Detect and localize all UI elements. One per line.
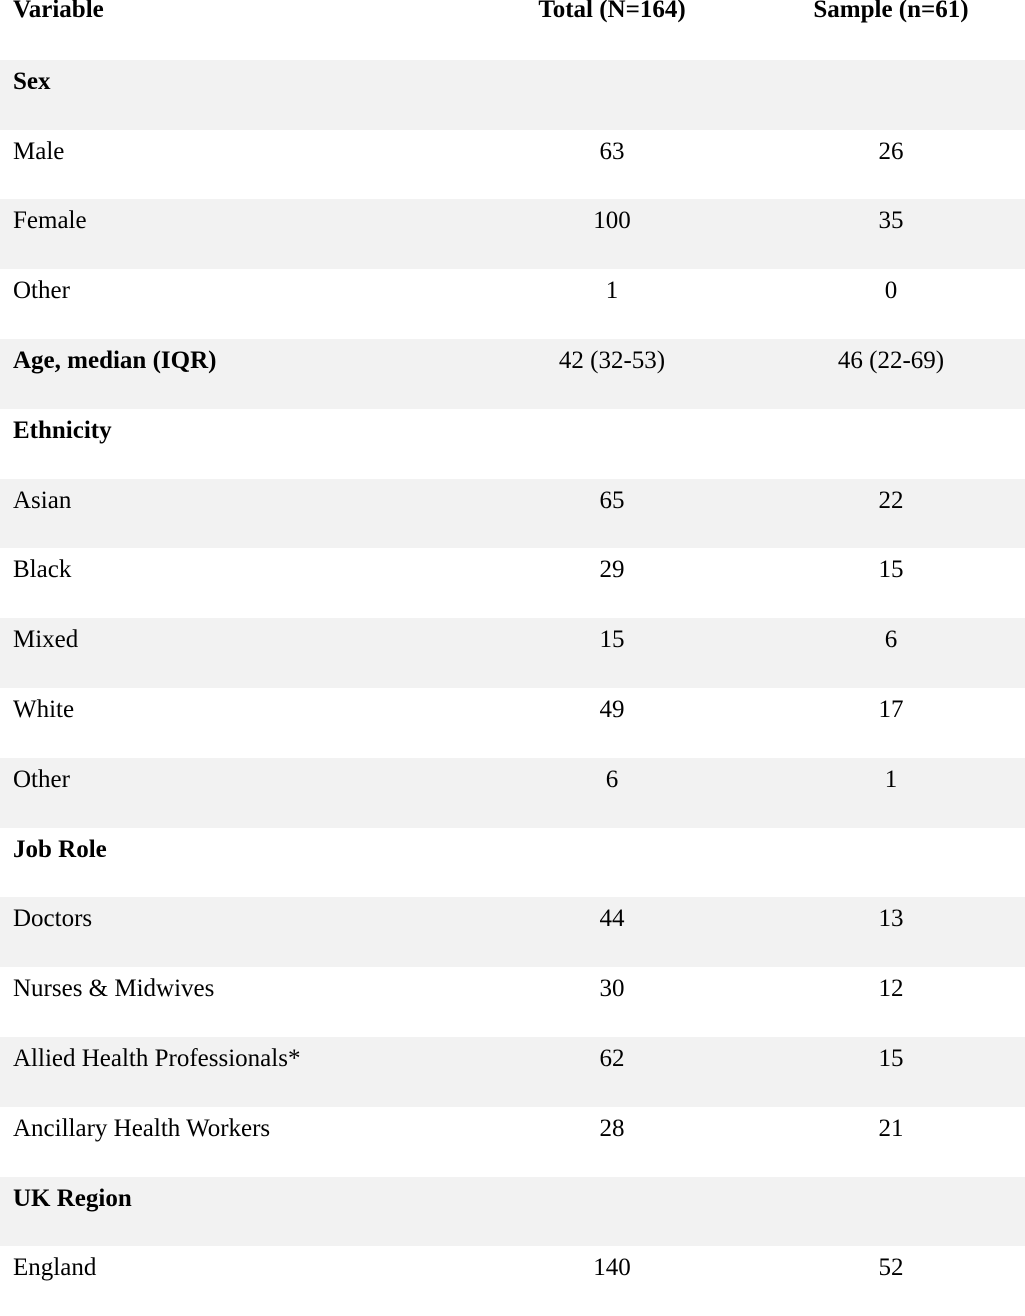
row-sample-value: 15: [878, 1044, 904, 1072]
table-row: [0, 339, 1025, 409]
table-row: [0, 479, 1025, 549]
table-row: [0, 758, 1025, 828]
row-label: England: [13, 1254, 97, 1282]
table-row: [0, 897, 1025, 967]
row-sample-value: 12: [878, 975, 904, 1003]
table-row: [0, 548, 1025, 618]
row-label: Black: [13, 556, 72, 584]
table-row: [0, 618, 1025, 688]
row-label: Doctors: [13, 905, 93, 933]
row-total-value: 28: [599, 1114, 625, 1142]
row-total-value: 49: [599, 695, 625, 723]
row-total-value: 6: [605, 765, 619, 793]
row-label: Allied Health Professionals*: [13, 1044, 301, 1072]
row-label: Female: [13, 207, 87, 235]
table-row: [0, 1177, 1025, 1247]
row-label: UK Region: [13, 1184, 132, 1212]
table-row: [0, 828, 1025, 898]
row-total-value: 42 (32-53): [558, 346, 666, 374]
row-sample-value: 26: [878, 137, 904, 165]
row-label: Other: [13, 277, 70, 305]
table-header-row: [0, 0, 1025, 60]
row-total-value: 140: [593, 1254, 631, 1282]
row-label: White: [13, 695, 75, 723]
row-total-value: 29: [599, 556, 625, 584]
row-total-value: 1: [605, 277, 619, 305]
row-label: Job Role: [13, 835, 107, 863]
table-row: [0, 1246, 1025, 1316]
row-sample-value: 52: [878, 1254, 904, 1282]
row-total-value: 100: [593, 207, 631, 235]
table-row: [0, 967, 1025, 1037]
row-label: Other: [13, 765, 70, 793]
row-label: Age, median (IQR): [13, 346, 217, 374]
row-sample-value: 15: [878, 556, 904, 584]
header-total: Total (N=164): [538, 0, 686, 23]
row-sample-value: 35: [878, 207, 904, 235]
row-label: Nurses & Midwives: [13, 975, 215, 1003]
row-total-value: 44: [599, 905, 625, 933]
row-sample-value: 17: [878, 695, 904, 723]
row-label: Mixed: [13, 626, 79, 654]
table-row: [0, 130, 1025, 200]
row-sample-value: 22: [878, 486, 904, 514]
header-sample: Sample (n=61): [813, 0, 969, 23]
row-label: Sex: [13, 67, 51, 95]
row-total-value: 30: [599, 975, 625, 1003]
header-variable: Variable: [13, 0, 104, 23]
row-total-value: 15: [599, 626, 625, 654]
row-label: Asian: [13, 486, 72, 514]
row-sample-value: 46 (22-69): [837, 346, 945, 374]
row-label: Male: [13, 137, 65, 165]
row-sample-value: 1: [884, 765, 898, 793]
table-row: [0, 269, 1025, 339]
table-body: [0, 60, 1025, 1316]
row-sample-value: 21: [878, 1114, 904, 1142]
row-label: Ethnicity: [13, 416, 112, 444]
table-row: [0, 409, 1025, 479]
row-sample-value: 6: [884, 626, 898, 654]
row-total-value: 63: [599, 137, 625, 165]
row-sample-value: 0: [884, 277, 898, 305]
table-row: [0, 1037, 1025, 1107]
table-row: [0, 60, 1025, 130]
row-total-value: 62: [599, 1044, 625, 1072]
row-total-value: 65: [599, 486, 625, 514]
row-sample-value: 13: [878, 905, 904, 933]
table-row: [0, 1107, 1025, 1177]
table-row: [0, 688, 1025, 758]
table-row: [0, 199, 1025, 269]
row-label: Ancillary Health Workers: [13, 1114, 271, 1142]
